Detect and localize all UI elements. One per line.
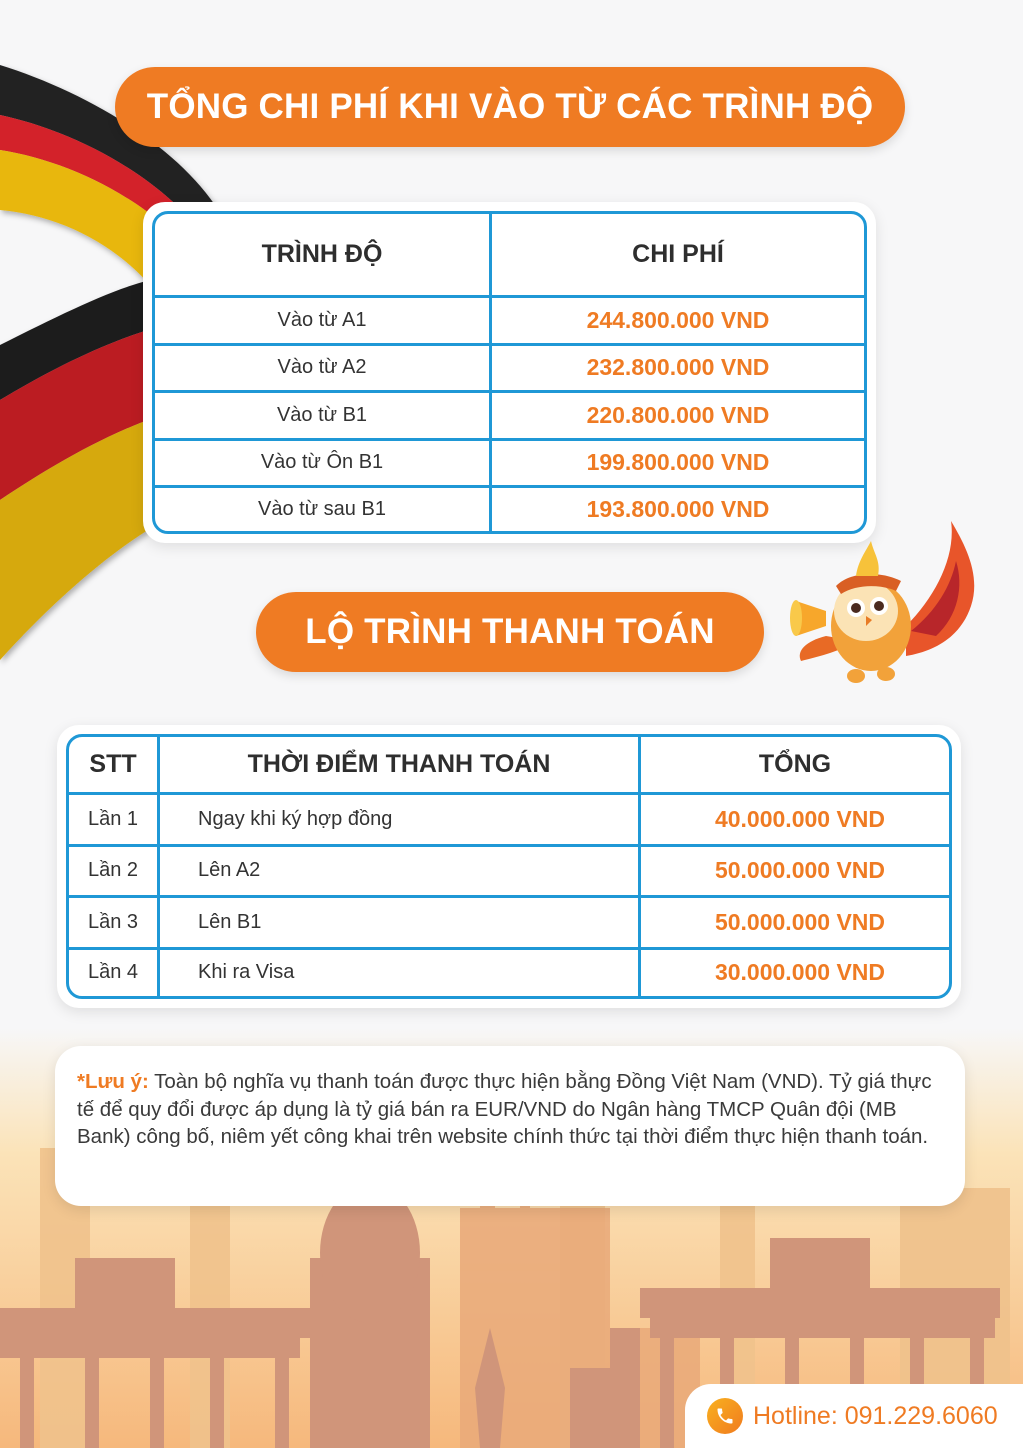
header-level: TRÌNH ĐỘ xyxy=(155,214,492,298)
phone-chat-icon xyxy=(707,1398,743,1434)
total-cell: 40.000.000 VND xyxy=(641,795,949,847)
payment-time-cell: Khi ra Visa xyxy=(160,950,641,996)
level-cell: Vào từ B1 xyxy=(155,393,492,441)
stt-cell: Lần 3 xyxy=(69,898,160,950)
total-cell: 50.000.000 VND xyxy=(641,898,949,950)
stt-cell: Lần 4 xyxy=(69,950,160,996)
table-row xyxy=(155,441,864,489)
stt-cell: Lần 1 xyxy=(69,795,160,847)
table-row xyxy=(69,847,949,899)
cost-cell: 220.800.000 VND xyxy=(492,393,864,441)
cost-by-level-card xyxy=(143,202,876,543)
cost-cell: 244.800.000 VND xyxy=(492,298,864,346)
table-row xyxy=(69,950,949,996)
header-total: TỔNG xyxy=(641,737,949,795)
level-cell: Vào từ A2 xyxy=(155,346,492,394)
cost-cell: 193.800.000 VND xyxy=(586,496,770,523)
level-cell: Vào từ sau B1 xyxy=(155,488,492,531)
note-body: Toàn bộ nghĩa vụ thanh toán được thực hiện bằng Đồng Việt Nam (VND). Tỷ giá thực tế để quy đổi được áp dụng là tỷ giá bán ra EUR/VND do Ngân hàng TMCP Quân đội (MB Bank) công bố, niêm yết công khai trên website chính thức tại thời điểm thực hiện thanh toán. xyxy=(77,1070,932,1148)
header-cost: CHI PHÍ xyxy=(492,214,864,298)
hotline-badge[interactable] xyxy=(685,1384,1023,1448)
total-cost-section-title: TỔNG CHI PHÍ KHI VÀO TỪ CÁC TRÌNH ĐỘ xyxy=(115,67,905,147)
payment-schedule-card xyxy=(57,725,961,1008)
cost-cell: 232.800.000 VND xyxy=(492,346,864,394)
note-text xyxy=(77,1068,943,1151)
payment-time-cell: Lên B1 xyxy=(160,898,641,950)
table-row xyxy=(155,488,864,531)
note-card xyxy=(55,1046,965,1206)
hotline-text[interactable]: Hotline: 091.229.6060 xyxy=(753,1401,998,1430)
payment-schedule-section-title: LỘ TRÌNH THANH TOÁN xyxy=(256,592,764,672)
level-cell: Vào từ Ôn B1 xyxy=(155,441,492,489)
total-cell: 50.000.000 VND xyxy=(641,847,949,899)
payment-time-cell: Lên A2 xyxy=(160,847,641,899)
payment-schedule-table xyxy=(66,734,952,999)
table-row xyxy=(155,346,864,394)
header-stt: STT xyxy=(69,737,160,795)
table-row xyxy=(155,393,864,441)
level-cell: Vào từ A1 xyxy=(155,298,492,346)
table-row xyxy=(155,298,864,346)
table-header-row xyxy=(69,737,949,795)
total-cell: 30.000.000 VND xyxy=(714,959,886,986)
note-label: *Lưu ý: xyxy=(77,1070,149,1093)
cost-cell: 199.800.000 VND xyxy=(492,441,864,489)
table-row xyxy=(69,795,949,847)
cost-by-level-table xyxy=(152,211,867,534)
table-header-row xyxy=(155,214,864,298)
header-payment-time: THỜI ĐIỂM THANH TOÁN xyxy=(160,737,641,795)
payment-time-cell: Ngay khi ký hợp đồng xyxy=(160,795,641,847)
stt-cell: Lần 2 xyxy=(69,847,160,899)
phoenix-owl-mascot-icon xyxy=(786,516,986,696)
table-row xyxy=(69,898,949,950)
